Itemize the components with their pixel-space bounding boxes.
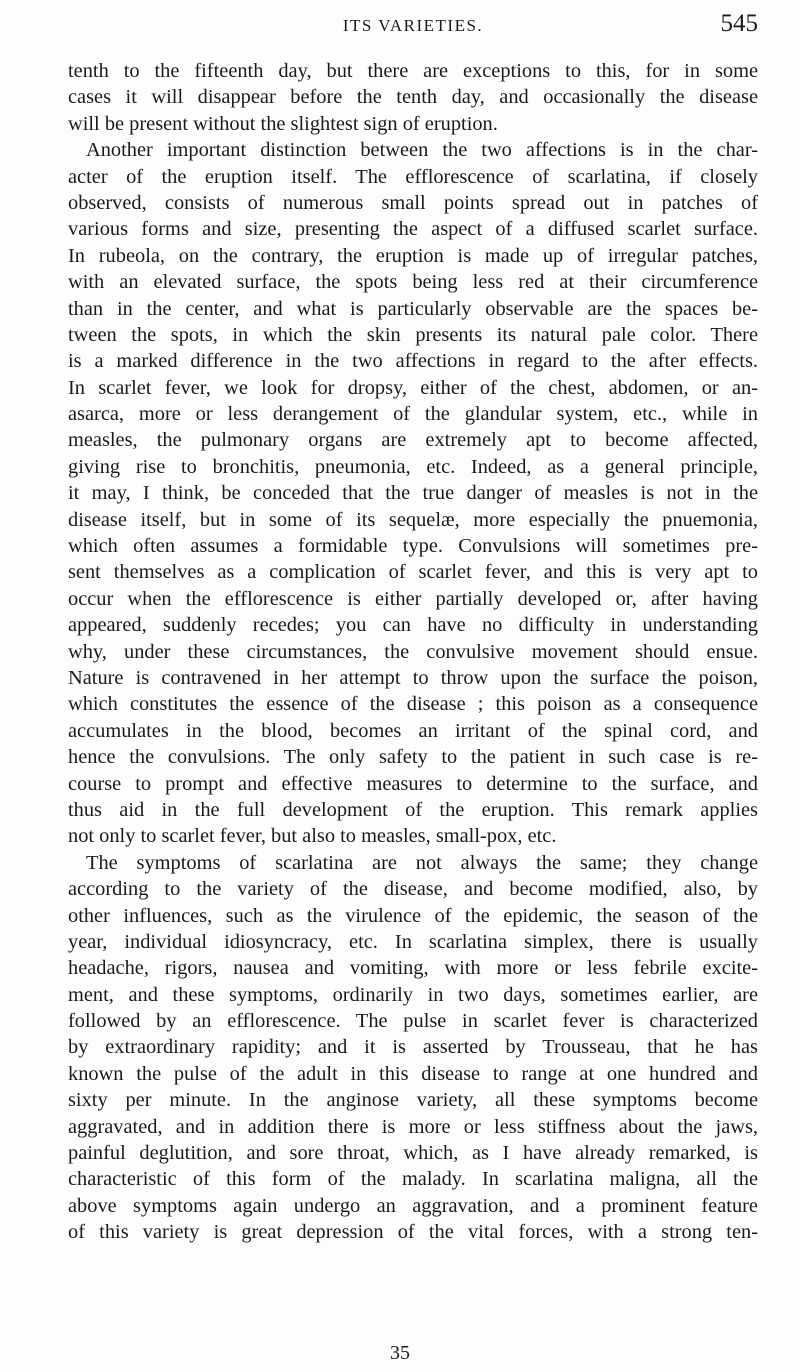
text-line: year, individual idiosyncracy, etc. In scarlatina simplex, there is usually [68, 930, 758, 953]
running-head: ITS VARIETIES. [342, 16, 484, 35]
text-line: appeared, suddenly recedes; you can have no difficulty in understanding [68, 614, 758, 637]
text-line: tween the spots, in which the skin presents its natural pale color. There [68, 323, 758, 346]
text-line: disease itself, but in some of its sequelæ, more especially the pnuemonia, [68, 508, 758, 531]
text-line: accumulates in the blood, becomes an irritant of the spinal cord, and [68, 719, 758, 742]
text-line: why, under these circumstances, the convulsive movement should ensue. [68, 640, 758, 663]
text-line: sent themselves as a complication of scarlet fever, and this is very apt to [68, 561, 758, 584]
text-line: of this variety is great depression of the vital forces, with a strong ten- [68, 1221, 758, 1244]
text-line: observed, consists of numerous small points spread out in patches of [68, 191, 758, 214]
text-line: thus aid in the full development of the eruption. This remark applies [68, 798, 758, 821]
text-line: various forms and size, presenting the aspect of a diffused scarlet surface. [68, 218, 758, 241]
text-line: cases it will disappear before the tenth day, and occasionally the disease [68, 86, 758, 109]
text-line: it may, I think, be conceded that the true danger of measles is not in the [68, 482, 758, 505]
text-line: other influences, such as the virulence of the epidemic, the season of the [68, 904, 758, 927]
page-header [68, 10, 758, 40]
text-line: by extraordinary rapidity; and it is asserted by Trousseau, that he has [68, 1036, 758, 1059]
text-line: not only to scarlet fever, but also to measles, small-pox, etc. [68, 825, 557, 848]
text-line: sixty per minute. In the anginose variety, all these symptoms become [68, 1089, 758, 1112]
text-line: headache, rigors, nausea and vomiting, with more or less febrile excite- [68, 957, 758, 980]
text-line: which constitutes the essence of the disease ; this poison as a consequence [68, 693, 758, 716]
text-line: than in the center, and what is particularly observable are the spaces be- [68, 297, 758, 320]
text-line: painful deglutition, and sore throat, which, as I have already remarked, is [68, 1142, 758, 1165]
text-line: above symptoms again undergo an aggravation, and a prominent feature [68, 1194, 758, 1217]
text-line: In scarlet fever, we look for dropsy, either of the chest, abdomen, or an- [68, 376, 758, 399]
text-line: acter of the eruption itself. The efflorescence of scarlatina, if closely [68, 165, 758, 188]
text-line: occur when the efflorescence is either partially developed or, after having [68, 587, 758, 610]
text-line: asarca, more or less derangement of the glandular system, etc., while in [68, 403, 758, 426]
text-line: is a marked difference in the two affections in regard to the after effects. [68, 350, 758, 373]
text-line: will be present without the slightest sign of eruption. [68, 112, 498, 135]
text-line: characteristic of this form of the malady. In scarlatina maligna, all the [68, 1168, 758, 1191]
body-text [68, 58, 758, 1246]
text-line: giving rise to bronchitis, pneumonia, etc. Indeed, as a general principle, [68, 455, 758, 478]
text-line: course to prompt and effective measures to determine to the surface, and [68, 772, 758, 795]
page-number: 545 [720, 10, 758, 37]
text-line: aggravated, and in addition there is more or less stiffness about the jaws, [68, 1115, 758, 1138]
text-line: Another important distinction between the two affections is in the char- [86, 139, 758, 162]
text-line: tenth to the fifteenth day, but there are exceptions to this, for in some [68, 60, 758, 82]
text-line: according to the variety of the disease, and become modified, also, by [68, 878, 758, 901]
text-line: measles, the pulmonary organs are extremely apt to become affected, [68, 429, 758, 452]
signature-mark: 35 [390, 1342, 410, 1364]
text-line: Nature is contravened in her attempt to throw upon the surface the poison, [68, 666, 758, 689]
text-line: with an elevated surface, the spots being less red at their circumference [68, 271, 758, 294]
text-line: The symptoms of scarlatina are not always the same; they change [86, 851, 758, 874]
text-line: followed by an efflorescence. The pulse in scarlet fever is characterized [68, 1010, 758, 1033]
text-line: ment, and these symptoms, ordinarily in two days, sometimes earlier, are [68, 983, 758, 1006]
text-line: known the pulse of the adult in this disease to range at one hundred and [68, 1062, 758, 1085]
text-line: which often assumes a formidable type. Convulsions will sometimes pre- [68, 535, 758, 558]
text-line: In rubeola, on the contrary, the eruption is made up of irregular patches, [68, 244, 758, 267]
text-line: hence the convulsions. The only safety to the patient in such case is re- [68, 746, 758, 769]
